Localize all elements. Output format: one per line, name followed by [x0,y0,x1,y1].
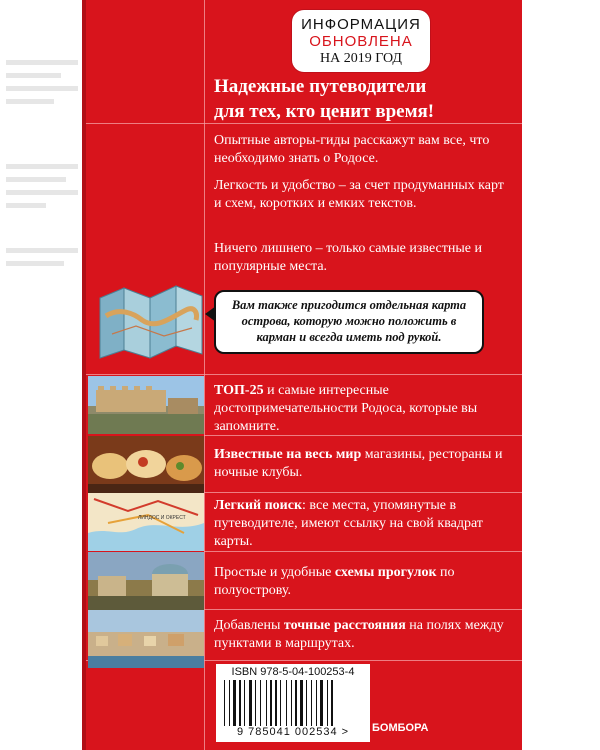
barcode-stripe [280,680,281,726]
barcode-stripe [266,680,267,726]
barcode-number: 9 785041 002534 > [236,726,350,738]
divider [204,609,522,610]
barcode-stripe [316,680,317,726]
barcode-stripe [306,680,307,726]
barcode-stripe [255,680,256,726]
headline-line-1: Надежные путеводители [214,76,427,97]
feature-search-bold: Легкий поиск [214,498,303,513]
update-badge [292,10,430,72]
barcode-stripe [229,680,230,726]
barcode-stripe [286,680,287,726]
barcode-stripe [260,680,261,726]
map-callout: Вам также пригодится отдельная карта острова, которую можно положить в карман и всегда иметь под рукой. [214,290,484,354]
feature-top25-bold: ТОП-25 [214,383,264,398]
intro-paragraph-ease: Легкость и удобство – за счет продуманных карт и схем, коротких и емких текстов. [214,178,504,211]
feature-top25-text: и самые интересные достопримечательности Родоса, которые вы запомните. [214,383,478,434]
fortress-photo [88,376,204,434]
barcode-stripe [224,680,225,726]
divider [204,551,522,552]
barcode-stripe [331,680,333,726]
feature-famous [214,446,514,482]
faded-back-text [6,60,78,274]
badge-line-1: ИНФОРМАЦИЯ [301,16,421,33]
map-thumbnail-label: ЛИНДОС И ОКРЕСТ [138,515,186,521]
feature-walks-text: по полуострову. [214,565,455,598]
folded-map-image [96,258,206,368]
feature-distances-text: на полях между пунктами в маршрутах. [214,618,504,651]
feature-walks-pre: Простые и удобные [214,565,335,580]
barcode-stripe [275,680,277,726]
barcode-stripe [311,680,312,726]
vertical-divider [204,0,205,750]
feature-walks-bold: схемы прогулок [334,565,437,580]
headline-line-2: для тех, кто ценит время! [214,101,435,122]
publisher-logo: БОМБОРА [372,722,429,734]
isbn-text: ISBN 978-5-04-100253-4 [231,666,355,678]
intro-paragraph-essentials: Ничего лишнего – только самые известные и популярные места. [214,241,482,274]
intro-paragraph-authors: Опытные авторы-гиды расскажут вам все, что необходимо знать о Родосе. [214,133,490,166]
walk-photo [88,552,204,610]
barcode-bars [222,680,364,726]
barcode-stripe [295,680,297,726]
food-photo [88,436,204,494]
feature-search-text: : все места, упомянутые в путеводителе, имеют ссылку на свой квадрат карты. [214,498,483,549]
badge-line-2: ОБНОВЛЕНА [309,33,413,50]
badge-line-3: НА 2019 ГОД [320,51,402,66]
barcode-stripe [327,680,328,726]
cover-edge [82,0,86,750]
barcode-stripe [239,680,241,726]
headline [214,74,514,124]
barcode-stripe [233,680,236,726]
barcode-stripe [300,680,303,726]
barcode-block [216,664,370,742]
feature-top25 [214,382,514,436]
divider [86,374,522,375]
feature-search [214,497,514,551]
barcode-stripe [320,680,323,726]
harbor-photo [88,610,204,668]
feature-distances-pre: Добавлены [214,618,284,633]
feature-distances [214,617,514,653]
barcode-stripe [244,680,245,726]
barcode-stripe [270,680,272,726]
divider [204,492,522,493]
map-thumbnail [88,493,204,551]
feature-famous-bold: Известные на весь мир [214,447,362,462]
feature-distances-bold: точные расстояния [283,618,406,633]
barcode-stripe [249,680,252,726]
feature-walks [214,564,514,600]
barcode-stripe [291,680,292,726]
feature-famous-text: магазины, рестораны и ночные клубы. [214,447,503,480]
